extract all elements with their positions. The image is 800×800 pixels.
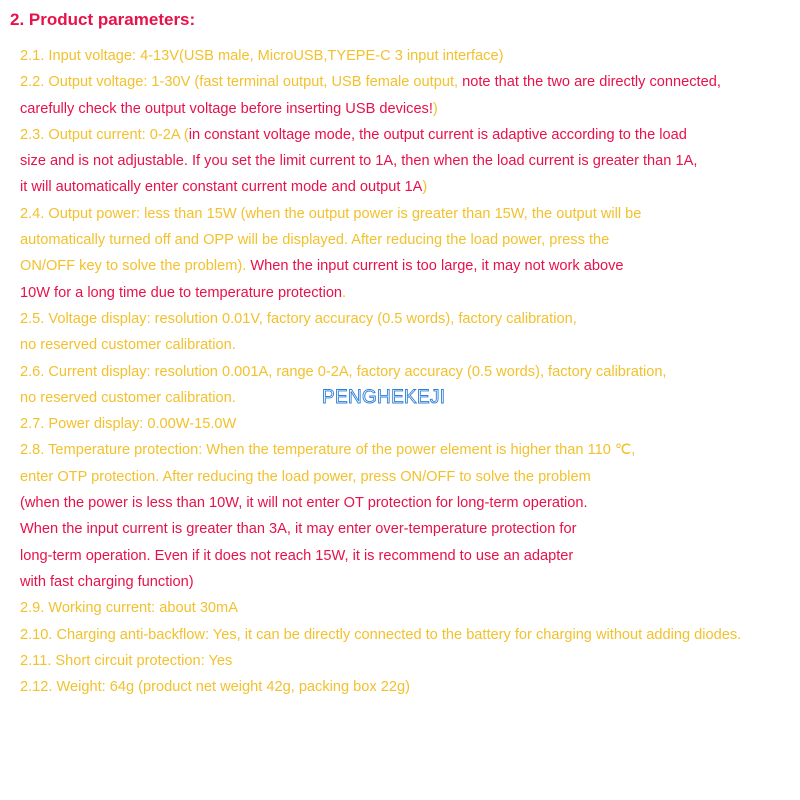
parameter-text: 2.12. Weight: 64g (product net weight 42g, packing box 22g)	[20, 679, 410, 696]
note-text: When the input current is too large, it may not work above	[250, 258, 624, 275]
parameter-text: enter OTP protection. After reducing the load power, press ON/OFF to solve the problem	[20, 468, 591, 485]
note-text: When the input current is greater than 3A, it may enter over-temperature protection for	[20, 521, 577, 538]
note-text: in constant voltage mode, the output current is adaptive according to the load	[188, 126, 687, 143]
parameter-line	[20, 201, 795, 227]
parameter-line	[20, 569, 795, 595]
parameter-list	[20, 43, 795, 700]
parameter-line	[20, 43, 795, 69]
parameter-text: 2.6. Current display: resolution 0.001A, range 0-2A, factory accuracy (0.5 words), factory calibration,	[20, 363, 667, 380]
parameter-line	[20, 516, 795, 542]
parameter-text: no reserved customer calibration.	[20, 389, 236, 406]
parameter-text: 2.1. Input voltage: 4-13V(USB male, MicroUSB,TYEPE-C 3 input interface)	[20, 48, 504, 64]
parameter-line	[20, 411, 795, 437]
parameter-line	[20, 332, 795, 358]
parameter-line	[20, 148, 795, 174]
parameter-text: 2.3. Output current: 0-2A (	[20, 126, 189, 143]
parameter-text: 2.10. Charging anti-backflow: Yes, it can be directly connected to the battery for charging without adding diodes.	[20, 626, 742, 643]
parameter-line	[20, 437, 795, 463]
note-text: (when the power is less than 10W, it will not enter OT protection for long-term operation.	[20, 495, 588, 512]
parameter-line	[20, 227, 795, 253]
note-text: it will automatically enter constant current mode and output 1A	[20, 179, 423, 196]
parameter-line	[20, 253, 795, 279]
parameter-line	[20, 359, 795, 385]
parameter-line	[20, 464, 795, 490]
parameter-line	[20, 174, 795, 200]
parameter-line	[20, 648, 795, 674]
note-text: 10W for a long time due to temperature protection	[20, 284, 343, 301]
parameter-line	[20, 543, 795, 569]
parameter-text: 2.2. Output voltage: 1-30V (fast terminal output, USB female output,	[20, 74, 463, 91]
note-text: with fast charging function)	[20, 573, 194, 590]
note-text: long-term operation. Even if it does not reach 15W, it is recommend to use an adapter	[20, 547, 574, 564]
parameter-line	[20, 96, 795, 122]
parameter-line	[20, 622, 795, 648]
parameter-text: 2.7. Power display: 0.00W-15.0W	[20, 416, 237, 433]
parameter-text: 2.4. Output power: less than 15W (when the output power is greater than 15W, the output will be	[20, 205, 642, 222]
brand-watermark: PENGHEKEJI	[322, 387, 446, 408]
parameter-text: ON/OFF key to solve the problem).	[20, 258, 251, 275]
parameter-text: 2.8. Temperature protection: When the temperature of the power element is higher than 110 ℃,	[20, 442, 636, 459]
parameter-text: 2.9. Working current: about 30mA	[20, 600, 238, 617]
parameter-text: no reserved customer calibration.	[20, 337, 236, 354]
parameter-text: .	[342, 284, 347, 301]
parameter-line	[20, 595, 795, 621]
note-text: size and is not adjustable. If you set the limit current to 1A, then when the load current is greater than 1A,	[20, 153, 698, 170]
section-title: 2. Product parameters:	[10, 10, 196, 29]
note-text: carefully check the output voltage before inserting USB devices!	[20, 100, 433, 117]
parameter-text: )	[422, 179, 428, 196]
parameter-text: )	[432, 100, 438, 117]
parameter-line	[20, 674, 795, 700]
parameter-line	[20, 280, 795, 306]
parameter-text: 2.11. Short circuit protection: Yes	[20, 652, 233, 669]
parameter-line	[20, 122, 795, 148]
parameter-line	[20, 306, 795, 332]
note-text: note that the two are directly connected,	[462, 74, 721, 91]
parameter-text: automatically turned off and OPP will be displayed. After reducing the load power, press the	[20, 232, 610, 249]
parameter-text: 2.5. Voltage display: resolution 0.01V, factory accuracy (0.5 words), factory calibration,	[20, 310, 577, 327]
parameter-line	[20, 490, 795, 516]
parameter-line	[20, 69, 795, 95]
